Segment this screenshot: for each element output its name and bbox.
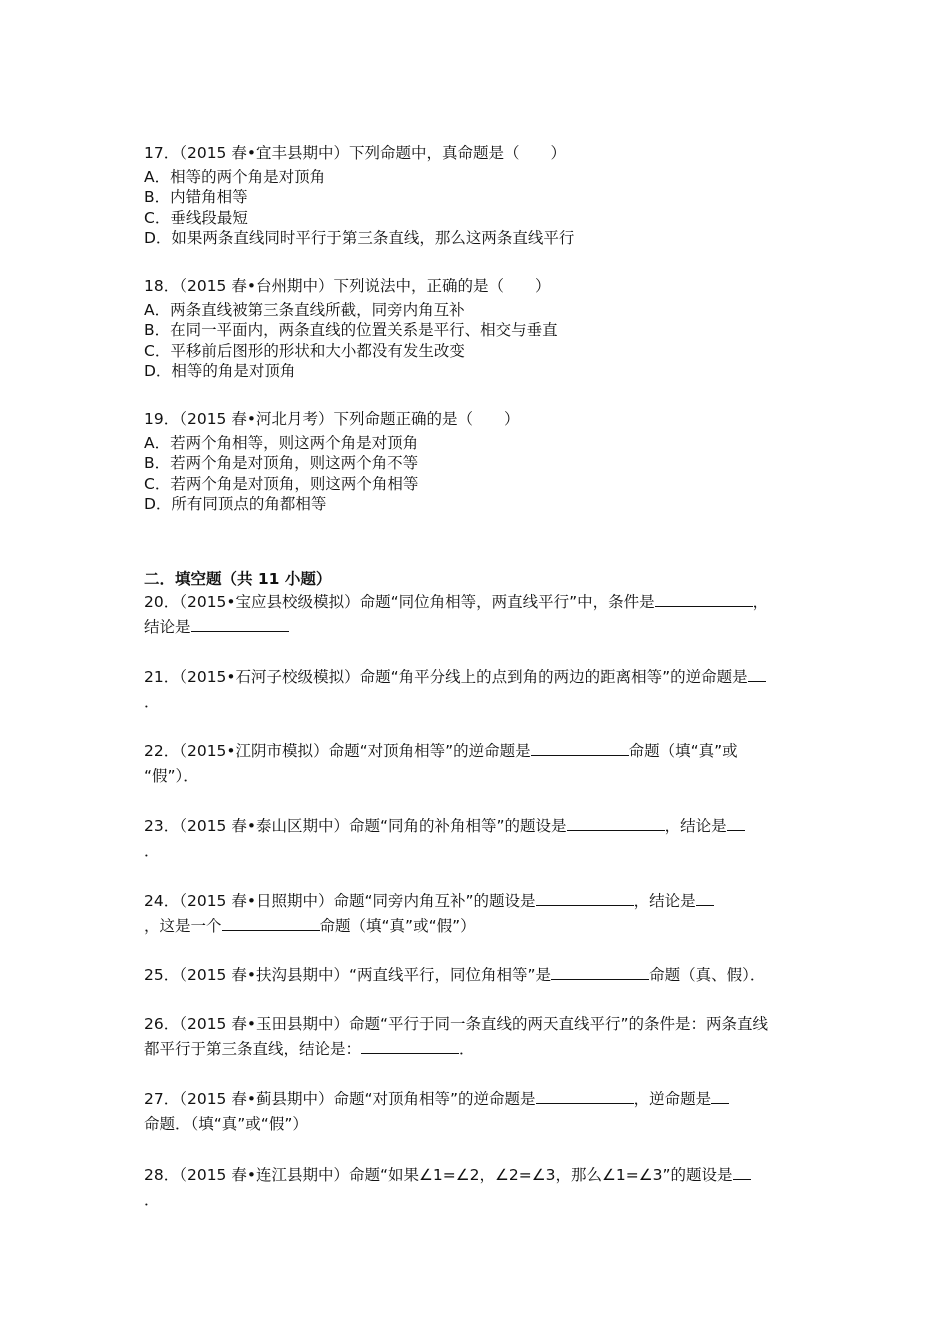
answer-blank[interactable]: [567, 815, 665, 831]
question-26: [144, 1012, 824, 1062]
option-a: A．若两个角相等，则这两个角是对顶角: [144, 433, 419, 452]
question-text: 28．（2015 春•连江县期中）命题“如果∠1=∠2，∠2=∠3，那么∠1=∠3”的题设是: [144, 1166, 733, 1184]
option-c: C．若两个角是对顶角，则这两个角相等: [144, 474, 419, 493]
option-a: A．相等的两个角是对顶角: [144, 167, 326, 186]
question-text: 21．（2015•石河子校级模拟）命题“角平分线上的点到角的两边的距离相等”的逆命题是: [144, 668, 748, 686]
question-text: 23．（2015 春•泰山区期中）命题“同角的补角相等”的题设是: [144, 817, 567, 835]
option-a: A．两条直线被第三条直线所截，同旁内角互补: [144, 300, 465, 319]
question-text: ．: [144, 1191, 160, 1209]
answer-blank[interactable]: [733, 1164, 751, 1180]
question-stem: 18．（2015 春•台州期中）下列说法中，正确的是（ ）: [144, 277, 551, 295]
question-25: [144, 963, 824, 988]
option-b: B．若两个角是对顶角，则这两个角不等: [144, 454, 419, 472]
question-text: 20．（2015•宝应县校级模拟）命题“同位角相等，两直线平行”中，条件是: [144, 593, 655, 611]
section-title: 二．填空题（共 11 小题）: [144, 570, 332, 588]
question-text: ，结论是: [633, 892, 696, 910]
answer-blank[interactable]: [536, 890, 634, 906]
question-22: [144, 739, 824, 789]
question-text: ．: [144, 842, 160, 860]
question-text: 25．（2015 春•扶沟县期中）“两直线平行，同位角相等”是: [144, 966, 552, 984]
answer-blank[interactable]: [696, 890, 714, 906]
answer-blank[interactable]: [727, 815, 745, 831]
answer-blank[interactable]: [361, 1038, 459, 1054]
option-b: B．内错角相等: [144, 188, 248, 206]
question-18: [144, 276, 824, 382]
question-23: [144, 814, 824, 864]
option-c: C．平移前后图形的形状和大小都没有发生改变: [144, 341, 465, 360]
answer-blank[interactable]: [536, 1088, 634, 1104]
question-21: [144, 665, 824, 715]
question-text: ，结论是: [664, 817, 727, 835]
question-text: ．: [459, 1040, 475, 1058]
answer-blank[interactable]: [748, 666, 766, 682]
answer-blank[interactable]: [222, 915, 320, 931]
question-stem: 17．（2015 春•宜丰县期中）下列命题中，真命题是（ ）: [144, 144, 566, 162]
question-17: [144, 143, 824, 249]
question-20: [144, 590, 824, 640]
question-text: 24．（2015 春•日照期中）命题“同旁内角互补”的题设是: [144, 892, 536, 910]
option-d: D．相等的角是对顶角: [144, 362, 296, 380]
question-text: 结论是: [144, 618, 191, 636]
question-text: ，这是一个: [144, 917, 222, 935]
question-text: ．: [144, 693, 160, 711]
question-27: [144, 1087, 824, 1137]
question-text: “假”）．: [144, 767, 199, 785]
question-19: [144, 409, 824, 515]
question-28: [144, 1163, 824, 1213]
question-text: ，: [752, 593, 769, 611]
option-b: B．在同一平面内，两条直线的位置关系是平行、相交与垂直: [144, 321, 558, 339]
answer-blank[interactable]: [191, 616, 289, 632]
option-d: D．所有同顶点的角都相等: [144, 495, 327, 513]
question-text: 命题（填“真”或: [628, 742, 738, 760]
question-text: 27．（2015 春•蓟县期中）命题“对顶角相等”的逆命题是: [144, 1090, 536, 1108]
option-c: C．垂线段最短: [144, 208, 248, 227]
answer-blank[interactable]: [551, 964, 649, 980]
question-text: ，逆命题是: [633, 1090, 712, 1108]
question-24: [144, 889, 824, 939]
question-stem: 19．（2015 春•河北月考）下列命题正确的是（ ）: [144, 410, 520, 428]
question-text: 26．（2015 春•玉田县期中）命题“平行于同一条直线的两天直线平行”的条件是：两条直线: [144, 1015, 769, 1033]
answer-blank[interactable]: [655, 591, 753, 607]
answer-blank[interactable]: [531, 740, 629, 756]
question-text: 都平行于第三条直线，结论是：: [144, 1040, 362, 1058]
question-text: 22．（2015•江阴市模拟）命题“对顶角相等”的逆命题是: [144, 742, 531, 760]
question-text: 命题（填“真”或“假”）: [319, 917, 476, 935]
answer-blank[interactable]: [711, 1088, 729, 1104]
question-text: 命题（真、假）．: [649, 966, 766, 984]
option-d: D．如果两条直线同时平行于第三条直线，那么这两条直线平行: [144, 229, 575, 247]
question-text: 命题．（填“真”或“假”）: [144, 1115, 308, 1133]
